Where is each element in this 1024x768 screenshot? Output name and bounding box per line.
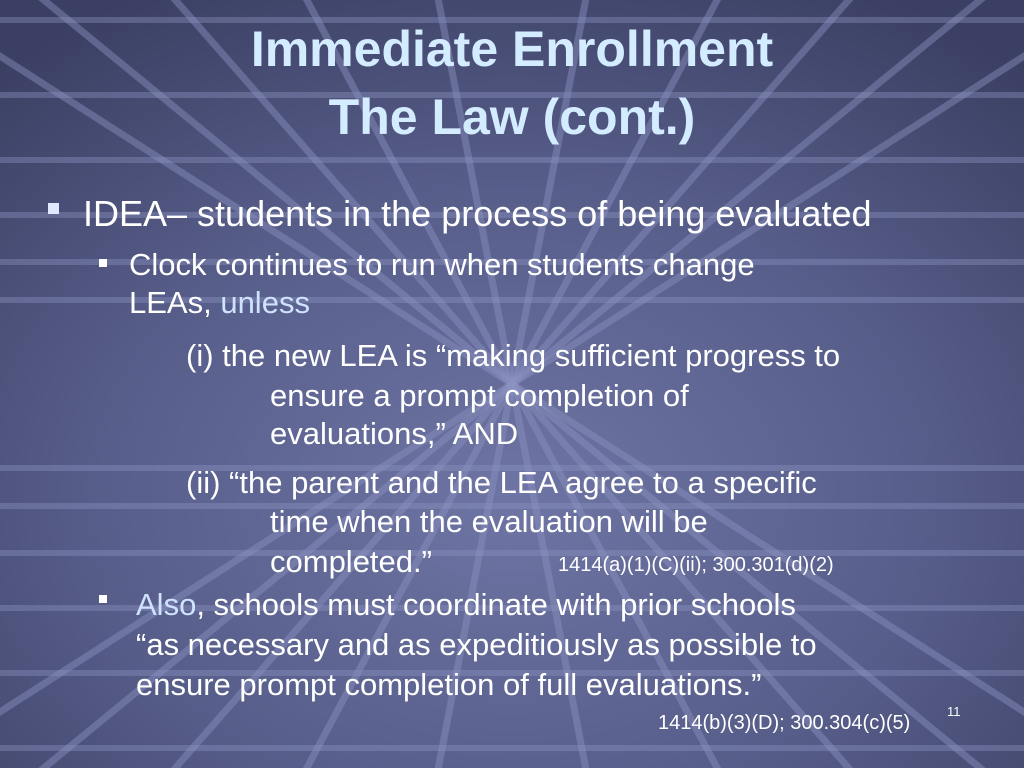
bullet-clock-line2-pre: LEAs, — [129, 285, 221, 320]
also-highlight: Also — [136, 587, 197, 622]
bullet-also-line2: “as necessary and as expeditiously as possible to — [136, 627, 817, 662]
bullet-also-line1: , schools must coordinate with prior schools — [196, 587, 796, 622]
bullet-also-line3: ensure prompt completion of full evaluations.” — [136, 667, 762, 702]
item-i-line2: ensure a prompt completion of — [270, 378, 689, 413]
slide-title: Immediate Enrollment — [250, 21, 774, 77]
square-bullet-icon — [99, 259, 107, 267]
slide-number: 11 — [947, 704, 961, 719]
bullet-clock — [129, 246, 755, 322]
square-bullet-icon — [48, 203, 59, 214]
item-ii-line3: completed.” — [270, 544, 432, 579]
item-i-line3: evaluations,” AND — [270, 416, 519, 451]
slide-subtitle: The Law (cont.) — [328, 89, 696, 145]
item-ii-line1: (ii) “the parent and the LEA agree to a specific — [186, 465, 817, 500]
bullet-also — [136, 585, 817, 705]
item-ii-line2: time when the evaluation will be — [270, 504, 708, 539]
citation-2: 1414(b)(3)(D); 300.304(c)(5) — [658, 712, 911, 734]
item-i — [186, 336, 840, 376]
square-bullet-icon — [99, 595, 107, 603]
bullet-idea: IDEA– students in the process of being evaluated — [83, 193, 872, 234]
unless-highlight: unless — [220, 285, 310, 320]
bullet-clock-line1: Clock continues to run when students change — [129, 247, 755, 282]
citation-1: 1414(a)(1)(C)(ii); 300.301(d)(2) — [558, 554, 834, 576]
item-i-line1: (i) the new LEA is “making sufficient progress to — [186, 338, 841, 373]
